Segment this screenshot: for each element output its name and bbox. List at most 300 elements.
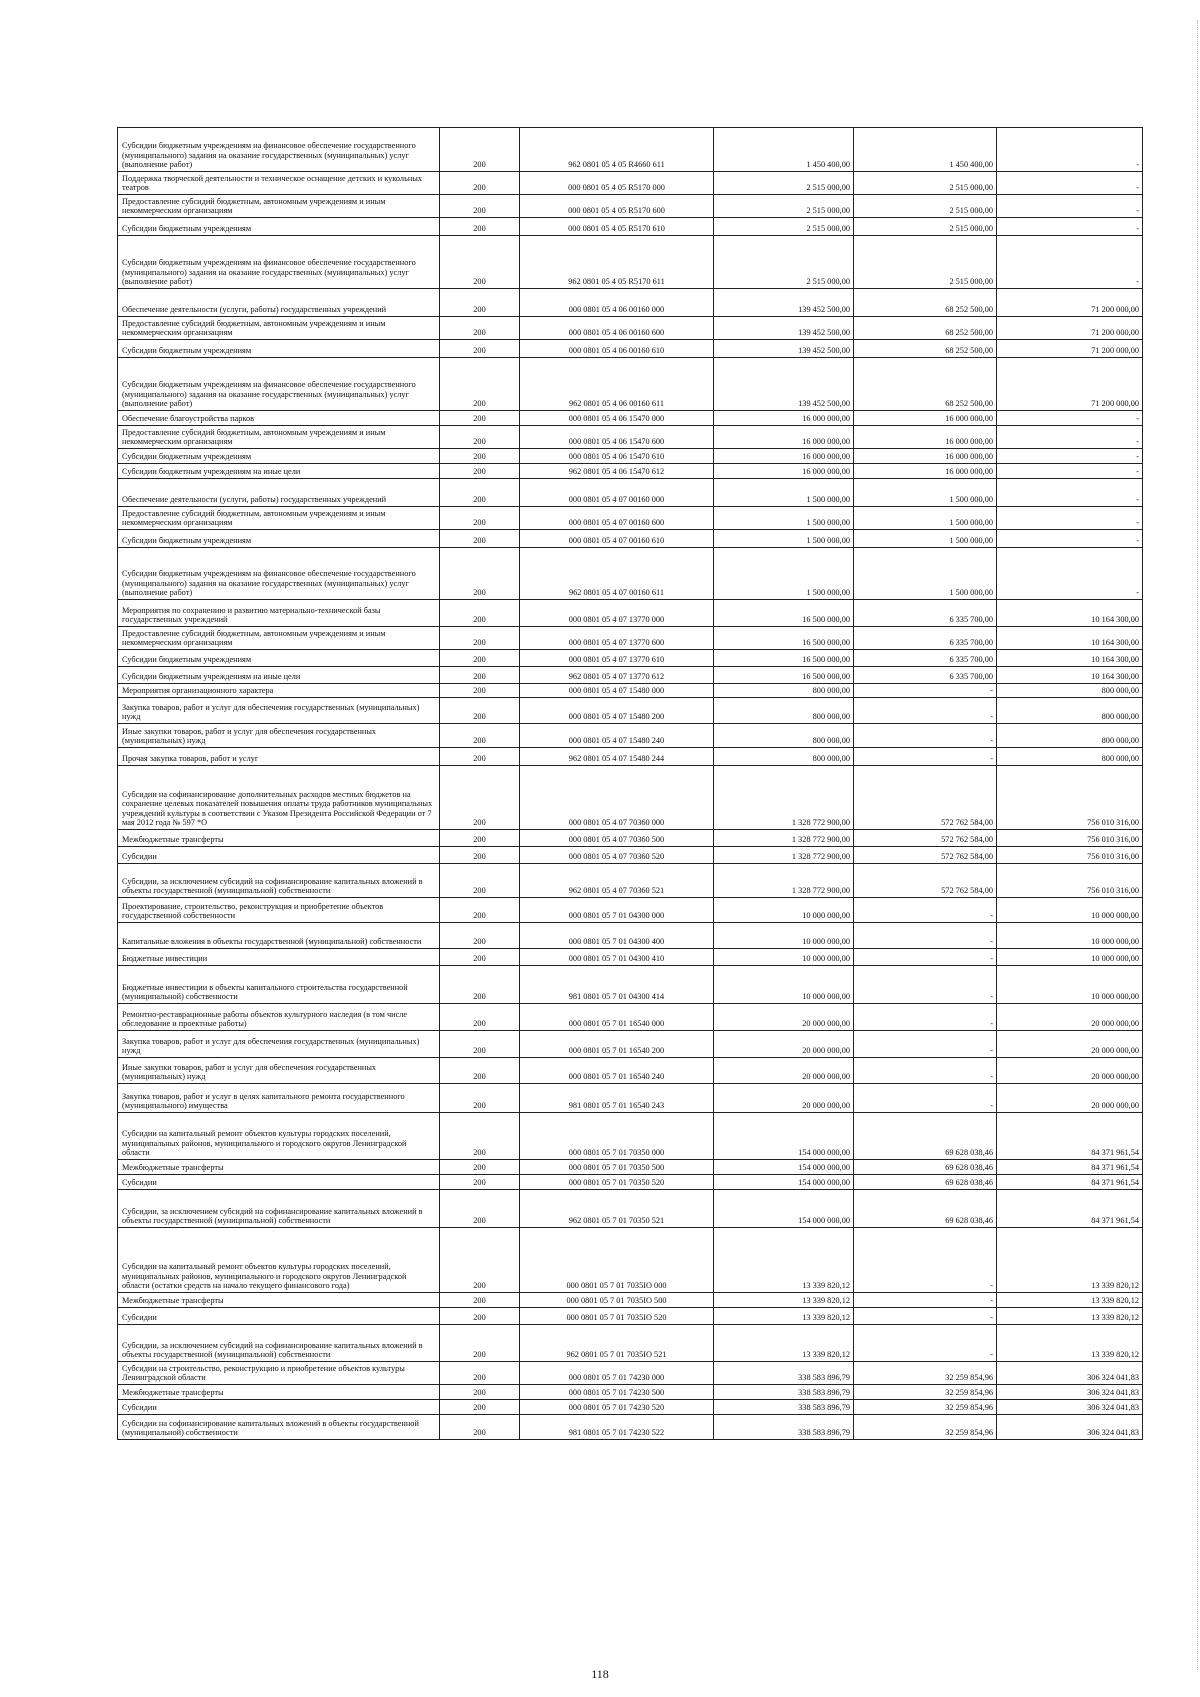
- row-budget-code-cell: 000 0801 05 7 01 70350 500: [520, 1160, 714, 1175]
- row-budget-code-cell: 000 0801 05 4 07 15480 000: [520, 684, 714, 698]
- row-line-code-cell: 200: [440, 479, 520, 507]
- budget-execution-table: [117, 127, 1143, 1440]
- row-executed-amount-cell: -: [854, 684, 997, 698]
- row-name-cell: Субсидии бюджетным учреждениям на иные цели: [118, 667, 440, 684]
- row-budget-code-cell: 962 0801 05 4 07 00160 611: [520, 548, 714, 600]
- table-row: [118, 236, 1143, 289]
- row-executed-amount-cell: 68 252 500,00: [854, 317, 997, 340]
- row-unexecuted-amount-cell: -: [997, 464, 1143, 479]
- row-name-cell: Обеспечение деятельности (услуги, работы) государственных учреждений: [118, 479, 440, 507]
- row-name-cell: Капитальные вложения в объекты государственной (муниципальной) собственности: [118, 923, 440, 949]
- row-line-code-cell: 200: [440, 684, 520, 698]
- table-row: [118, 1084, 1143, 1113]
- row-line-code-cell: 200: [440, 898, 520, 923]
- row-unexecuted-amount-cell: -: [997, 236, 1143, 289]
- row-line-code-cell: 200: [440, 236, 520, 289]
- row-executed-amount-cell: -: [854, 898, 997, 923]
- row-approved-amount-cell: 338 583 896,79: [714, 1385, 854, 1400]
- row-budget-code-cell: 000 0801 05 4 07 15480 240: [520, 724, 714, 748]
- row-executed-amount-cell: 572 762 584,00: [854, 864, 997, 898]
- row-executed-amount-cell: 32 259 854,96: [854, 1400, 997, 1415]
- row-budget-code-cell: 981 0801 05 7 01 04300 414: [520, 966, 714, 1004]
- row-approved-amount-cell: 1 328 772 900,00: [714, 830, 854, 847]
- row-name-cell: Субсидии бюджетным учреждениям на финансовое обеспечение государственного (муниципального) задания на оказание государственных (муниципальных) услуг (выполнение работ): [118, 548, 440, 600]
- row-line-code-cell: 200: [440, 1175, 520, 1190]
- row-approved-amount-cell: 10 000 000,00: [714, 949, 854, 966]
- table-row: [118, 218, 1143, 236]
- table-row: [118, 966, 1143, 1004]
- row-executed-amount-cell: 68 252 500,00: [854, 289, 997, 317]
- row-line-code-cell: 200: [440, 449, 520, 464]
- row-budget-code-cell: 000 0801 05 7 01 7035IO 520: [520, 1308, 714, 1325]
- row-budget-code-cell: 000 0801 05 4 07 00160 000: [520, 479, 714, 507]
- row-unexecuted-amount-cell: 84 371 961,54: [997, 1190, 1143, 1228]
- row-name-cell: Субсидии: [118, 1175, 440, 1190]
- table-row: [118, 1325, 1143, 1362]
- table-row: [118, 1175, 1143, 1190]
- row-approved-amount-cell: 800 000,00: [714, 684, 854, 698]
- row-executed-amount-cell: 6 335 700,00: [854, 667, 997, 684]
- row-line-code-cell: 200: [440, 847, 520, 864]
- row-approved-amount-cell: 2 515 000,00: [714, 236, 854, 289]
- row-line-code-cell: 200: [440, 340, 520, 358]
- row-budget-code-cell: 000 0801 05 4 07 70360 000: [520, 766, 714, 830]
- row-executed-amount-cell: 2 515 000,00: [854, 195, 997, 218]
- row-name-cell: Иные закупки товаров, работ и услуг для обеспечения государственных (муниципальных) нужд: [118, 724, 440, 748]
- row-approved-amount-cell: 338 583 896,79: [714, 1400, 854, 1415]
- row-name-cell: Мероприятия по сохранению и развитию материально-технической базы государственных учреждений: [118, 600, 440, 627]
- table-row: [118, 898, 1143, 923]
- table-row: [118, 507, 1143, 530]
- row-approved-amount-cell: 139 452 500,00: [714, 358, 854, 411]
- row-executed-amount-cell: -: [854, 1004, 997, 1031]
- row-approved-amount-cell: 1 328 772 900,00: [714, 864, 854, 898]
- row-approved-amount-cell: 13 339 820,12: [714, 1228, 854, 1293]
- row-budget-code-cell: 000 0801 05 4 05 R5170 600: [520, 195, 714, 218]
- row-name-cell: Субсидии на софинансирование капитальных вложений в объекты государственной (муниципальной) собственности: [118, 1415, 440, 1440]
- row-name-cell: Межбюджетные трансферты: [118, 1385, 440, 1400]
- row-budget-code-cell: 962 0801 05 4 07 13770 612: [520, 667, 714, 684]
- row-name-cell: Субсидии: [118, 847, 440, 864]
- row-executed-amount-cell: 2 515 000,00: [854, 218, 997, 236]
- row-executed-amount-cell: 32 259 854,96: [854, 1362, 997, 1385]
- row-name-cell: Субсидии бюджетным учреждениям: [118, 340, 440, 358]
- row-name-cell: Субсидии бюджетным учреждениям: [118, 218, 440, 236]
- table-row: [118, 449, 1143, 464]
- row-unexecuted-amount-cell: -: [997, 218, 1143, 236]
- row-approved-amount-cell: 16 500 000,00: [714, 667, 854, 684]
- row-line-code-cell: 200: [440, 1400, 520, 1415]
- row-unexecuted-amount-cell: 306 324 041,83: [997, 1400, 1143, 1415]
- row-approved-amount-cell: 20 000 000,00: [714, 1058, 854, 1084]
- row-line-code-cell: 200: [440, 530, 520, 548]
- table-row: [118, 358, 1143, 411]
- row-name-cell: Проектирование, строительство, реконструкция и приобретение объектов государственной собственности: [118, 898, 440, 923]
- row-line-code-cell: 200: [440, 698, 520, 724]
- row-approved-amount-cell: 139 452 500,00: [714, 317, 854, 340]
- row-unexecuted-amount-cell: 10 000 000,00: [997, 966, 1143, 1004]
- row-line-code-cell: 200: [440, 411, 520, 426]
- row-approved-amount-cell: 16 500 000,00: [714, 600, 854, 627]
- row-budget-code-cell: 000 0801 05 7 01 74230 500: [520, 1385, 714, 1400]
- row-unexecuted-amount-cell: 306 324 041,83: [997, 1385, 1143, 1400]
- row-executed-amount-cell: -: [854, 724, 997, 748]
- row-name-cell: Межбюджетные трансферты: [118, 1160, 440, 1175]
- row-unexecuted-amount-cell: 71 200 000,00: [997, 340, 1143, 358]
- table-row: [118, 1190, 1143, 1228]
- table-row: [118, 748, 1143, 766]
- row-line-code-cell: 200: [440, 1031, 520, 1058]
- row-unexecuted-amount-cell: -: [997, 411, 1143, 426]
- row-line-code-cell: 200: [440, 724, 520, 748]
- table-row: [118, 600, 1143, 627]
- row-budget-code-cell: 962 0801 05 4 07 15480 244: [520, 748, 714, 766]
- row-approved-amount-cell: 139 452 500,00: [714, 289, 854, 317]
- row-budget-code-cell: 000 0801 05 7 01 16540 240: [520, 1058, 714, 1084]
- row-executed-amount-cell: -: [854, 949, 997, 966]
- row-name-cell: Субсидии бюджетным учреждениям на финансовое обеспечение государственного (муниципального) задания на оказание государственных (муниципальных) услуг (выполнение работ): [118, 236, 440, 289]
- table-row: [118, 1058, 1143, 1084]
- row-unexecuted-amount-cell: 800 000,00: [997, 724, 1143, 748]
- row-executed-amount-cell: 1 500 000,00: [854, 548, 997, 600]
- table-row: [118, 548, 1143, 600]
- row-line-code-cell: 200: [440, 1004, 520, 1031]
- row-unexecuted-amount-cell: -: [997, 548, 1143, 600]
- row-executed-amount-cell: 69 628 038,46: [854, 1160, 997, 1175]
- row-name-cell: Закупка товаров, работ и услуг в целях капитального ремонта государственного (муниципального) имущества: [118, 1084, 440, 1113]
- row-line-code-cell: 200: [440, 864, 520, 898]
- row-unexecuted-amount-cell: 800 000,00: [997, 698, 1143, 724]
- row-executed-amount-cell: 69 628 038,46: [854, 1113, 997, 1160]
- row-budget-code-cell: 000 0801 05 4 05 R5170 610: [520, 218, 714, 236]
- row-line-code-cell: 200: [440, 1362, 520, 1385]
- row-approved-amount-cell: 1 500 000,00: [714, 507, 854, 530]
- row-name-cell: Поддержка творческой деятельности и техническое оснащение детских и кукольных театров: [118, 172, 440, 195]
- row-approved-amount-cell: 1 328 772 900,00: [714, 847, 854, 864]
- table-row: [118, 923, 1143, 949]
- row-executed-amount-cell: -: [854, 698, 997, 724]
- table-row: [118, 698, 1143, 724]
- row-budget-code-cell: 000 0801 05 4 07 70360 500: [520, 830, 714, 847]
- row-name-cell: Прочая закупка товаров, работ и услуг: [118, 748, 440, 766]
- row-unexecuted-amount-cell: 800 000,00: [997, 684, 1143, 698]
- page-number: 118: [591, 1667, 609, 1681]
- table-row: [118, 1160, 1143, 1175]
- row-budget-code-cell: 000 0801 05 7 01 16540 000: [520, 1004, 714, 1031]
- row-line-code-cell: 200: [440, 128, 520, 172]
- row-budget-code-cell: 000 0801 05 4 07 70360 520: [520, 847, 714, 864]
- row-line-code-cell: 200: [440, 949, 520, 966]
- row-approved-amount-cell: 20 000 000,00: [714, 1004, 854, 1031]
- row-executed-amount-cell: -: [854, 966, 997, 1004]
- row-budget-code-cell: 000 0801 05 7 01 16540 200: [520, 1031, 714, 1058]
- row-unexecuted-amount-cell: 71 200 000,00: [997, 289, 1143, 317]
- margin-rule: [1197, 20, 1198, 1670]
- row-line-code-cell: 200: [440, 748, 520, 766]
- row-line-code-cell: 200: [440, 1113, 520, 1160]
- row-line-code-cell: 200: [440, 426, 520, 449]
- row-name-cell: Бюджетные инвестиции: [118, 949, 440, 966]
- row-approved-amount-cell: 16 500 000,00: [714, 650, 854, 667]
- table-row: [118, 847, 1143, 864]
- table-row: [118, 724, 1143, 748]
- table-row: [118, 426, 1143, 449]
- row-unexecuted-amount-cell: 756 010 316,00: [997, 766, 1143, 830]
- row-approved-amount-cell: 154 000 000,00: [714, 1113, 854, 1160]
- row-name-cell: Обеспечение благоустройства парков: [118, 411, 440, 426]
- row-name-cell: Обеспечение деятельности (услуги, работы) государственных учреждений: [118, 289, 440, 317]
- row-unexecuted-amount-cell: -: [997, 479, 1143, 507]
- row-name-cell: Предоставление субсидий бюджетным, автономным учреждениям и иным некоммерческим организациям: [118, 507, 440, 530]
- row-line-code-cell: 200: [440, 966, 520, 1004]
- row-unexecuted-amount-cell: 10 164 300,00: [997, 600, 1143, 627]
- row-line-code-cell: 200: [440, 766, 520, 830]
- row-approved-amount-cell: 10 000 000,00: [714, 898, 854, 923]
- row-budget-code-cell: 000 0801 05 4 06 15470 600: [520, 426, 714, 449]
- row-executed-amount-cell: -: [854, 1058, 997, 1084]
- row-unexecuted-amount-cell: 84 371 961,54: [997, 1113, 1143, 1160]
- row-approved-amount-cell: 1 500 000,00: [714, 548, 854, 600]
- row-approved-amount-cell: 154 000 000,00: [714, 1160, 854, 1175]
- table-row: [118, 464, 1143, 479]
- row-budget-code-cell: 962 0801 05 4 07 70360 521: [520, 864, 714, 898]
- row-line-code-cell: 200: [440, 830, 520, 847]
- row-unexecuted-amount-cell: 13 339 820,12: [997, 1293, 1143, 1308]
- row-budget-code-cell: 962 0801 05 7 01 70350 521: [520, 1190, 714, 1228]
- row-executed-amount-cell: -: [854, 1308, 997, 1325]
- table-row: [118, 627, 1143, 650]
- row-approved-amount-cell: 338 583 896,79: [714, 1415, 854, 1440]
- row-approved-amount-cell: 16 000 000,00: [714, 426, 854, 449]
- table-row: [118, 1031, 1143, 1058]
- table-row: [118, 949, 1143, 966]
- row-approved-amount-cell: 154 000 000,00: [714, 1190, 854, 1228]
- row-budget-code-cell: 981 0801 05 7 01 16540 243: [520, 1084, 714, 1113]
- row-line-code-cell: 200: [440, 1385, 520, 1400]
- row-executed-amount-cell: 1 500 000,00: [854, 479, 997, 507]
- row-executed-amount-cell: -: [854, 1325, 997, 1362]
- row-approved-amount-cell: 20 000 000,00: [714, 1031, 854, 1058]
- row-approved-amount-cell: 800 000,00: [714, 748, 854, 766]
- row-approved-amount-cell: 13 339 820,12: [714, 1293, 854, 1308]
- row-unexecuted-amount-cell: 20 000 000,00: [997, 1004, 1143, 1031]
- row-executed-amount-cell: -: [854, 923, 997, 949]
- row-line-code-cell: 200: [440, 218, 520, 236]
- table-row: [118, 1308, 1143, 1325]
- row-budget-code-cell: 962 0801 05 4 05 R5170 611: [520, 236, 714, 289]
- row-budget-code-cell: 962 0801 05 4 06 00160 611: [520, 358, 714, 411]
- row-name-cell: Субсидии бюджетным учреждениям: [118, 650, 440, 667]
- table-row: [118, 684, 1143, 698]
- row-line-code-cell: 200: [440, 1293, 520, 1308]
- row-unexecuted-amount-cell: 20 000 000,00: [997, 1084, 1143, 1113]
- row-unexecuted-amount-cell: 756 010 316,00: [997, 864, 1143, 898]
- row-executed-amount-cell: -: [854, 1228, 997, 1293]
- row-executed-amount-cell: 32 259 854,96: [854, 1385, 997, 1400]
- table-row: [118, 317, 1143, 340]
- row-unexecuted-amount-cell: -: [997, 128, 1143, 172]
- row-budget-code-cell: 000 0801 05 4 07 13770 610: [520, 650, 714, 667]
- row-budget-code-cell: 000 0801 05 4 06 00160 600: [520, 317, 714, 340]
- row-budget-code-cell: 000 0801 05 4 07 15480 200: [520, 698, 714, 724]
- row-line-code-cell: 200: [440, 1415, 520, 1440]
- row-unexecuted-amount-cell: 10 000 000,00: [997, 898, 1143, 923]
- row-approved-amount-cell: 1 500 000,00: [714, 479, 854, 507]
- table-row: [118, 479, 1143, 507]
- row-line-code-cell: 200: [440, 1190, 520, 1228]
- row-budget-code-cell: 981 0801 05 7 01 74230 522: [520, 1415, 714, 1440]
- row-approved-amount-cell: 13 339 820,12: [714, 1325, 854, 1362]
- row-name-cell: Межбюджетные трансферты: [118, 1293, 440, 1308]
- row-name-cell: Предоставление субсидий бюджетным, автономным учреждениям и иным некоммерческим организациям: [118, 426, 440, 449]
- row-budget-code-cell: 000 0801 05 7 01 70350 520: [520, 1175, 714, 1190]
- row-unexecuted-amount-cell: -: [997, 530, 1143, 548]
- row-executed-amount-cell: 572 762 584,00: [854, 847, 997, 864]
- row-budget-code-cell: 000 0801 05 4 07 00160 600: [520, 507, 714, 530]
- row-name-cell: Предоставление субсидий бюджетным, автономным учреждениям и иным некоммерческим организациям: [118, 627, 440, 650]
- row-name-cell: Субсидии на капитальный ремонт объектов культуры городских поселений, муниципальных районов, муниципального и городского округов Ленинградской области: [118, 1113, 440, 1160]
- row-name-cell: Бюджетные инвестиции в объекты капитального строительства государственной (муниципальной) собственности: [118, 966, 440, 1004]
- row-budget-code-cell: 000 0801 05 7 01 04300 000: [520, 898, 714, 923]
- table-row: [118, 1415, 1143, 1440]
- table-row: [118, 1385, 1143, 1400]
- row-name-cell: Предоставление субсидий бюджетным, автономным учреждениям и иным некоммерческим организациям: [118, 195, 440, 218]
- table-row: [118, 1113, 1143, 1160]
- row-executed-amount-cell: 32 259 854,96: [854, 1415, 997, 1440]
- row-name-cell: Субсидии: [118, 1400, 440, 1415]
- row-budget-code-cell: 000 0801 05 4 05 R5170 000: [520, 172, 714, 195]
- row-line-code-cell: 200: [440, 464, 520, 479]
- row-executed-amount-cell: 69 628 038,46: [854, 1175, 997, 1190]
- row-approved-amount-cell: 16 000 000,00: [714, 464, 854, 479]
- row-approved-amount-cell: 16 000 000,00: [714, 449, 854, 464]
- row-executed-amount-cell: 6 335 700,00: [854, 600, 997, 627]
- row-approved-amount-cell: 800 000,00: [714, 724, 854, 748]
- row-line-code-cell: 200: [440, 1308, 520, 1325]
- row-unexecuted-amount-cell: 306 324 041,83: [997, 1415, 1143, 1440]
- row-executed-amount-cell: 572 762 584,00: [854, 766, 997, 830]
- row-unexecuted-amount-cell: 756 010 316,00: [997, 847, 1143, 864]
- row-name-cell: Субсидии, за исключением субсидий на софинансирование капитальных вложений в объекты государственной (муниципальной) собственности: [118, 1325, 440, 1362]
- row-unexecuted-amount-cell: 13 339 820,12: [997, 1228, 1143, 1293]
- row-unexecuted-amount-cell: 20 000 000,00: [997, 1058, 1143, 1084]
- row-unexecuted-amount-cell: 71 200 000,00: [997, 317, 1143, 340]
- table-row: [118, 667, 1143, 684]
- table-row: [118, 530, 1143, 548]
- row-budget-code-cell: 000 0801 05 4 07 00160 610: [520, 530, 714, 548]
- row-unexecuted-amount-cell: 71 200 000,00: [997, 358, 1143, 411]
- row-line-code-cell: 200: [440, 627, 520, 650]
- row-approved-amount-cell: 10 000 000,00: [714, 966, 854, 1004]
- row-line-code-cell: 200: [440, 650, 520, 667]
- row-name-cell: Субсидии, за исключением субсидий на софинансирование капитальных вложений в объекты государственной (муниципальной) собственности: [118, 864, 440, 898]
- row-name-cell: Субсидии бюджетным учреждениям: [118, 449, 440, 464]
- row-executed-amount-cell: 16 000 000,00: [854, 449, 997, 464]
- table-row: [118, 650, 1143, 667]
- row-budget-code-cell: 000 0801 05 4 06 15470 610: [520, 449, 714, 464]
- table-body: [118, 128, 1143, 1440]
- row-name-cell: Субсидии: [118, 1308, 440, 1325]
- row-name-cell: Субсидии бюджетным учреждениям: [118, 530, 440, 548]
- row-executed-amount-cell: 69 628 038,46: [854, 1190, 997, 1228]
- row-line-code-cell: 200: [440, 358, 520, 411]
- row-approved-amount-cell: 2 515 000,00: [714, 172, 854, 195]
- row-name-cell: Мероприятия организационного характера: [118, 684, 440, 698]
- row-budget-code-cell: 000 0801 05 7 01 74230 000: [520, 1362, 714, 1385]
- row-approved-amount-cell: 800 000,00: [714, 698, 854, 724]
- table-row: [118, 195, 1143, 218]
- row-unexecuted-amount-cell: -: [997, 172, 1143, 195]
- row-line-code-cell: 200: [440, 1325, 520, 1362]
- row-line-code-cell: 200: [440, 195, 520, 218]
- table-row: [118, 830, 1143, 847]
- row-name-cell: Субсидии на строительство, реконструкцию и приобретение объектов культуры Ленинградской области: [118, 1362, 440, 1385]
- row-line-code-cell: 200: [440, 507, 520, 530]
- table-row: [118, 1362, 1143, 1385]
- row-executed-amount-cell: 2 515 000,00: [854, 172, 997, 195]
- row-line-code-cell: 200: [440, 172, 520, 195]
- row-name-cell: Субсидии бюджетным учреждениям на финансовое обеспечение государственного (муниципального) задания на оказание государственных (муниципальных) услуг (выполнение работ): [118, 358, 440, 411]
- row-approved-amount-cell: 2 515 000,00: [714, 218, 854, 236]
- row-approved-amount-cell: 13 339 820,12: [714, 1308, 854, 1325]
- row-unexecuted-amount-cell: 10 164 300,00: [997, 667, 1143, 684]
- row-unexecuted-amount-cell: -: [997, 449, 1143, 464]
- row-executed-amount-cell: -: [854, 748, 997, 766]
- row-line-code-cell: 200: [440, 600, 520, 627]
- row-executed-amount-cell: 6 335 700,00: [854, 627, 997, 650]
- row-budget-code-cell: 962 0801 05 4 06 15470 612: [520, 464, 714, 479]
- row-approved-amount-cell: 10 000 000,00: [714, 923, 854, 949]
- row-name-cell: Межбюджетные трансферты: [118, 830, 440, 847]
- table-row: [118, 411, 1143, 426]
- row-approved-amount-cell: 16 000 000,00: [714, 411, 854, 426]
- row-unexecuted-amount-cell: 10 000 000,00: [997, 949, 1143, 966]
- row-budget-code-cell: 000 0801 05 4 07 13770 600: [520, 627, 714, 650]
- row-approved-amount-cell: 2 515 000,00: [714, 195, 854, 218]
- row-line-code-cell: 200: [440, 667, 520, 684]
- row-executed-amount-cell: 1 500 000,00: [854, 530, 997, 548]
- row-line-code-cell: 200: [440, 289, 520, 317]
- table-row: [118, 340, 1143, 358]
- row-executed-amount-cell: 1 500 000,00: [854, 507, 997, 530]
- row-executed-amount-cell: 16 000 000,00: [854, 411, 997, 426]
- row-executed-amount-cell: 1 450 400,00: [854, 128, 997, 172]
- row-unexecuted-amount-cell: 20 000 000,00: [997, 1031, 1143, 1058]
- row-line-code-cell: 200: [440, 317, 520, 340]
- table-row: [118, 128, 1143, 172]
- table-row: [118, 766, 1143, 830]
- row-executed-amount-cell: 68 252 500,00: [854, 340, 997, 358]
- row-budget-code-cell: 962 0801 05 4 05 R4660 611: [520, 128, 714, 172]
- row-approved-amount-cell: 16 500 000,00: [714, 627, 854, 650]
- row-approved-amount-cell: 338 583 896,79: [714, 1362, 854, 1385]
- row-line-code-cell: 200: [440, 1160, 520, 1175]
- row-budget-code-cell: 000 0801 05 7 01 7035IO 500: [520, 1293, 714, 1308]
- row-budget-code-cell: 000 0801 05 7 01 7035IO 000: [520, 1228, 714, 1293]
- row-budget-code-cell: 000 0801 05 7 01 70350 000: [520, 1113, 714, 1160]
- row-approved-amount-cell: 139 452 500,00: [714, 340, 854, 358]
- row-unexecuted-amount-cell: 13 339 820,12: [997, 1308, 1143, 1325]
- row-executed-amount-cell: 6 335 700,00: [854, 650, 997, 667]
- row-unexecuted-amount-cell: -: [997, 195, 1143, 218]
- row-budget-code-cell: 000 0801 05 7 01 74230 520: [520, 1400, 714, 1415]
- row-name-cell: Иные закупки товаров, работ и услуг для обеспечения государственных (муниципальных) нужд: [118, 1058, 440, 1084]
- table-row: [118, 1004, 1143, 1031]
- row-approved-amount-cell: 154 000 000,00: [714, 1175, 854, 1190]
- row-unexecuted-amount-cell: 84 371 961,54: [997, 1175, 1143, 1190]
- row-unexecuted-amount-cell: 84 371 961,54: [997, 1160, 1143, 1175]
- row-name-cell: Закупка товаров, работ и услуг для обеспечения государственных (муниципальных) нужд: [118, 698, 440, 724]
